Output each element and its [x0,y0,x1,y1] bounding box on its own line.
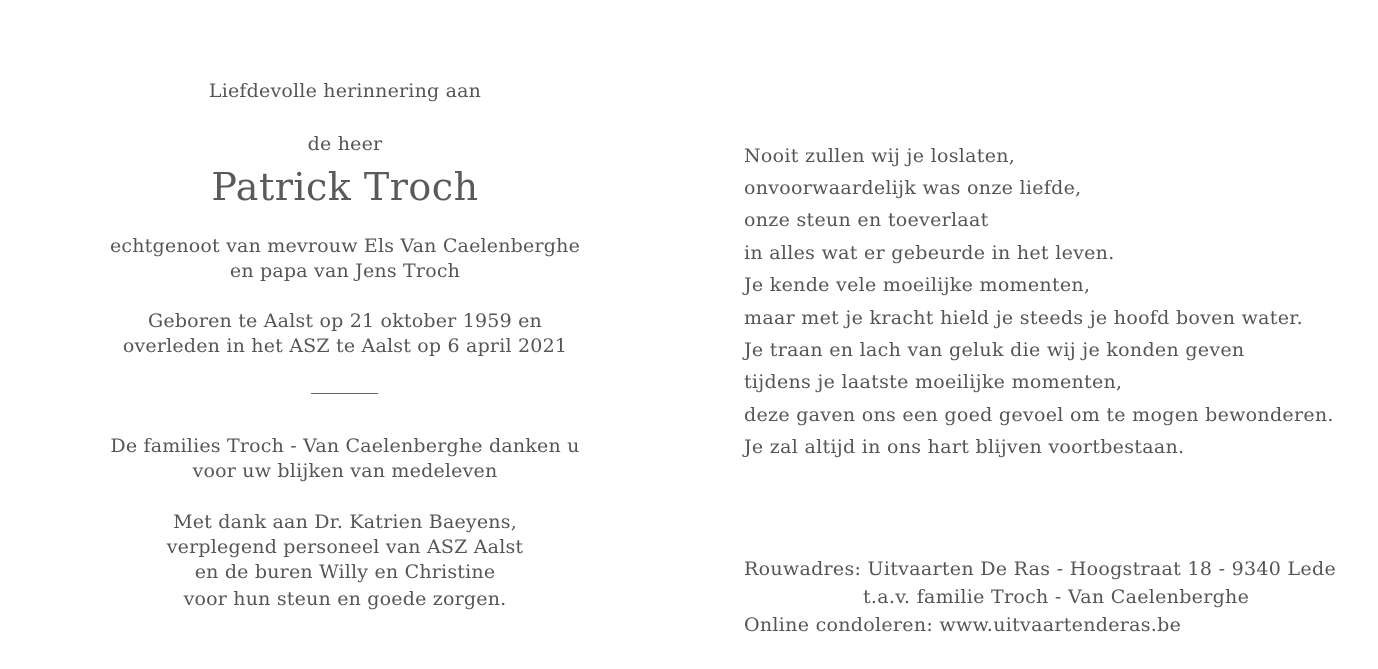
intro-text: Liefdevolle herinnering aan [208,80,482,102]
poem-line: Je traan en lach van geluk die wij je konden geven [744,339,1245,361]
acknowledgement-line-4: voor hun steun en goede zorgen. [183,588,507,610]
deceased-name: Patrick Troch [211,165,479,209]
acknowledgement-line-2: verplegend personeel van ASZ Aalst [166,536,524,558]
poem-line: onze steun en toeverlaat [744,209,989,231]
dates-line-2: overleden in het ASZ te Aalst op 6 april 2021 [122,335,568,357]
acknowledgement-line-3: en de buren Willy en Christine [194,561,496,583]
thanks-line-2: voor uw blijken van medeleven [192,460,498,482]
attention-line: t.a.v. familie Troch - Van Caelenberghe [863,586,1250,608]
title-prefix: de heer [307,133,383,155]
poem-line: in alles wat er gebeurde in het leven. [744,242,1115,264]
poem-line: onvoorwaardelijk was onze liefde, [744,177,1082,199]
poem-line: tijdens je laatste moeilijke momenten, [744,371,1123,393]
poem-line: deze gaven ons een goed gevoel om te mogen bewonderen. [744,404,1334,426]
relation-line-1: echtgenoot van mevrouw Els Van Caelenberghe [109,235,581,257]
poem-line: Nooit zullen wij je loslaten, [744,145,1016,167]
acknowledgement-line-1: Met dank aan Dr. Katrien Baeyens, [173,511,517,533]
relation-line-2: en papa van Jens Troch [229,260,461,282]
dates-line-1: Geboren te Aalst op 21 oktober 1959 en [148,310,542,332]
mourning-address: Rouwadres: Uitvaarten De Ras - Hoogstraat 18 - 9340 Lede [744,558,1336,580]
poem-line: Je zal altijd in ons hart blijven voortbestaan. [744,436,1185,458]
right-column [744,0,1364,669]
online-condolence: Online condoleren: www.uitvaartenderas.be [744,614,1182,636]
thanks-line-1: De families Troch - Van Caelenberghe danken u [110,435,580,457]
divider-line [311,393,378,394]
poem-line: Je kende vele moeilijke momenten, [744,274,1091,296]
left-column [100,0,590,669]
poem-line: maar met je kracht hield je steeds je hoofd boven water. [744,307,1303,329]
